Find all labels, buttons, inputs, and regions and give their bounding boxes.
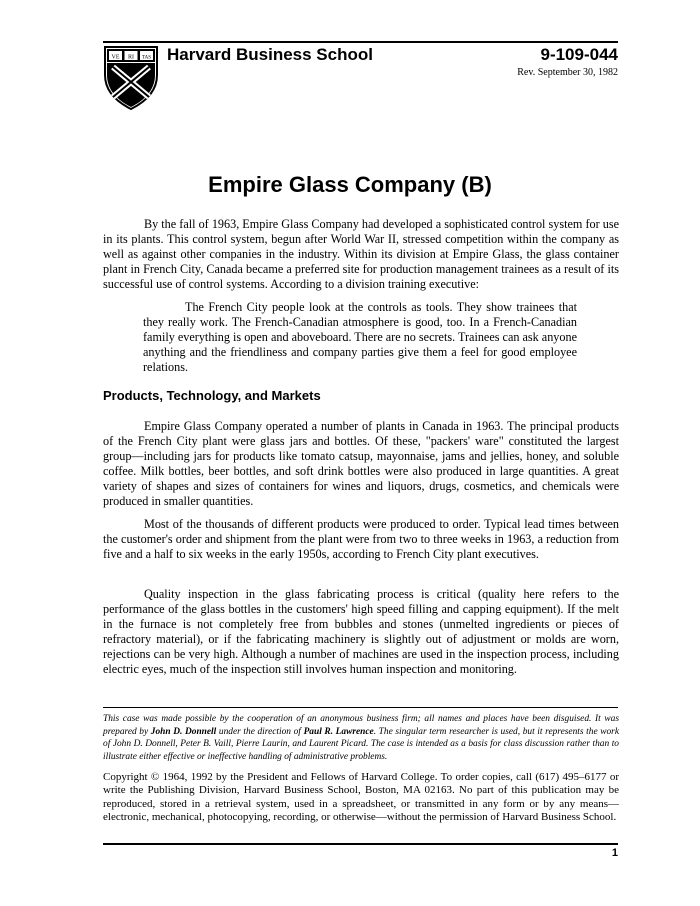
case-title: Empire Glass Company (B): [208, 172, 492, 197]
school-name: Harvard Business School: [167, 45, 373, 64]
shield-letters-1: VE: [111, 54, 120, 61]
paragraph-lead-times: Most of the thousands of different products were produced to order. Typical lead times between the customer's order and shipment from the plant were from two to three weeks in 1963, a reduction from five and a half to six weeks in the early 1950s, according to French City plant executives.: [103, 517, 619, 561]
paragraph-quality: Quality inspection in the glass fabricating process is critical (quality here refers to the performance of the glass bottles in the customers' high speed filling and capping equipment). If the melt in the furnace is not completely free from bubbles and stones (unmelted ingredients or pieces of refractory material), or if the fabricating machinery is slightly out of adjustment or molds are worn, rejections can be very high. Although a number of machines are used in the inspection process, including electric eyes, much of the inspection still involves human inspection and monitoring.: [103, 587, 619, 676]
executive-quote: The French City people look at the controls as tools. They show trainees that they really work. The French-Canadian atmosphere is good, too. In a French-Canadian family everything is open and aboveboard. There are no secrets. Trainees can ask anyone anything and the friendliness and company parties give them a feel for good employee relations.: [143, 300, 577, 374]
supervisor-name: Paul R. Lawrence: [303, 726, 374, 737]
top-rule: [103, 41, 618, 43]
section-heading: Products, Technology, and Markets: [103, 388, 321, 403]
hbs-shield-icon: [103, 45, 159, 111]
document-number: 9-109-044: [540, 45, 618, 64]
shield-letters-2: RI: [128, 54, 134, 61]
intro-paragraph: By the fall of 1963, Empire Glass Company had developed a sophisticated control system for use in its plants. This control system, begun after World War II, stressed competition within the company as well as against other companies in the industry. Within its division at Empire Glass, the glass container plant in French City, Canada became a preferred site for production management trainees as a result of its successful use of control systems. According to a division training executive:: [103, 217, 619, 291]
author-name: John D. Donnell: [150, 726, 217, 737]
bottom-rule: [103, 843, 618, 845]
copyright-notice: Copyright © 1964, 1992 by the President and Fellows of Harvard College. To order copies, call (617) 495–6177 or write the Publishing Division, Harvard Business School, Boston, MA 02163. No part of this publication may be reproduced, stored in a retrieval system, used in a spreadsheet, or transmitted in any form or by any means—electronic, mechanical, photocopying, recording, or otherwise—without the permission of Harvard Business School.: [103, 771, 619, 823]
paragraph-products: Empire Glass Company operated a number of plants in Canada in 1963. The principal products of the French City plant were glass jars and bottles. Of these, "packers' ware" constituted the largest group—including jars for products like tomato catsup, mayonnaise, jams and jellies, honey, and soluble coffee. Milk bottles, beer bottles, and soft drink bottles were also produced in large quantities. A great variety of shapes and sizes of containers for wines and liquors, drugs, cosmetics, and chemicals were produced in smaller quantities.: [103, 419, 619, 508]
footnote-rule: [103, 707, 618, 708]
shield-letters-3: TAS: [141, 55, 152, 61]
revision-date: Rev. September 30, 1982: [517, 67, 618, 78]
case-footnote: This case was made possible by the cooperation of an anonymous business firm; all names and places have been disguised. It was prepared by John D. Donnell under the direction of Paul R. Lawrence. The singular term researcher is used, but it represents the work of John D. Donnell, Peter B. Vaill, Pierre Laurin, and Laurent Picard. The case is intended as a basis for class discussion rather than to illustrate either effective or ineffective handling of administrative problems.: [103, 714, 619, 762]
page-number: 1: [611, 847, 618, 859]
